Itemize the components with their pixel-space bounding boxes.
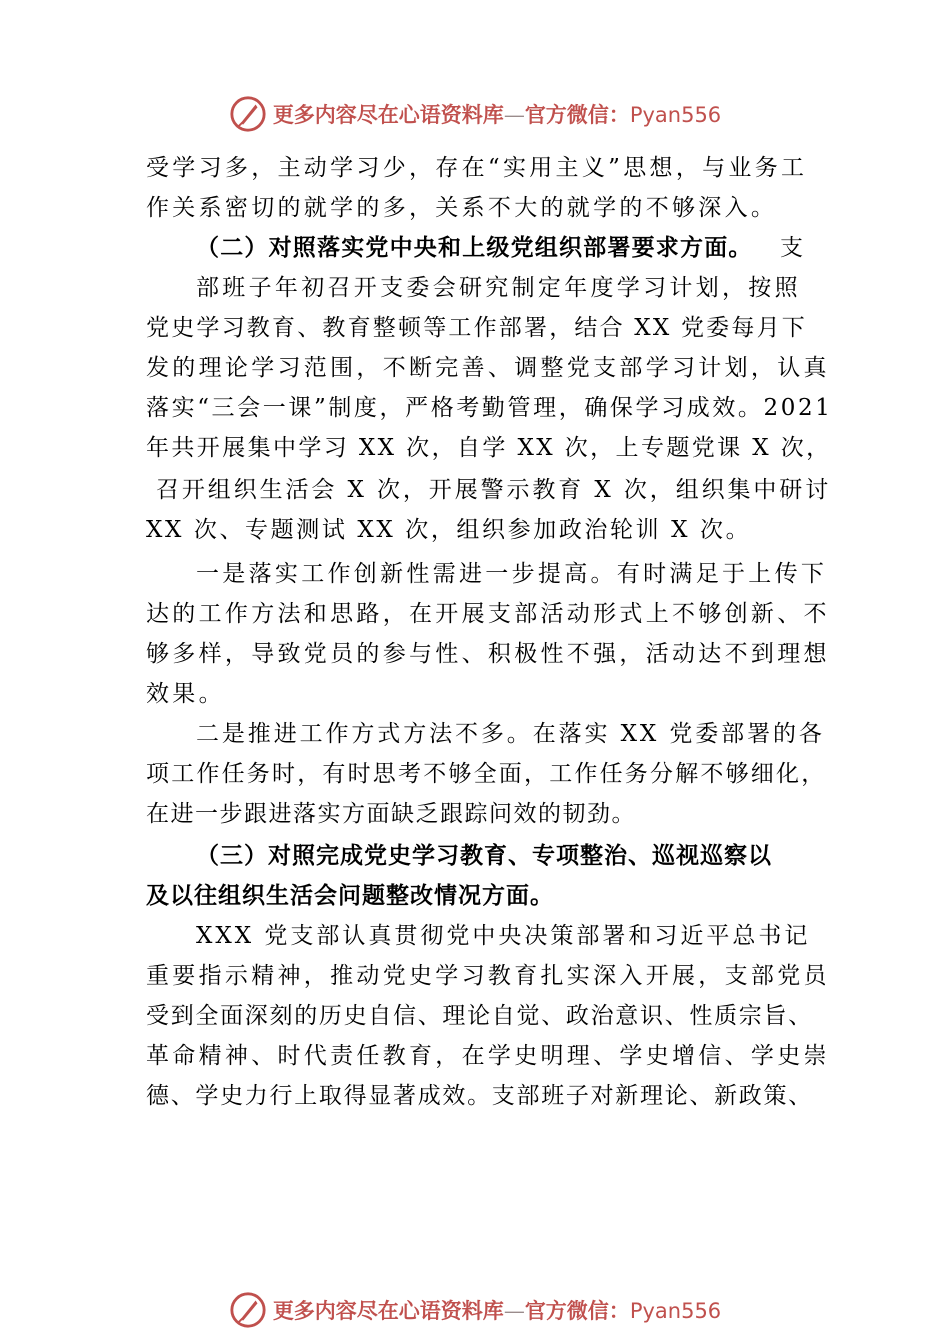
text-line: 受学习多，主动学习少，存在“实用主义”思想，与业务工 [146,155,808,181]
text-line: XXX 党支部认真贯彻党中央决策部署和习近平总书记 [196,923,811,949]
text-line: 发的理论学习范围，不断完善、调整党支部学习计划，认真 [146,355,830,381]
footer-banner [0,1290,950,1330]
text-line: 够多样，导致党员的参与性、积极性不强，活动达不到理想 [146,641,830,667]
text-line: 作关系密切的就学的多，关系不大的就学的不够深入。 [146,195,778,221]
section-heading: （二）对照落实党中央和上级党组织部署要求方面。 [196,234,753,261]
text-line: 革命精神、时代责任教育，在学史明理、学史增信、学史崇 [146,1043,830,1069]
text-line: 在进一步跟进落实方面缺乏跟踪问效的韧劲。 [146,801,636,827]
text-line: 受到全面深刻的历史自信、理论自觉、政治意识、性质宗旨、 [146,1003,813,1029]
text-line: 部班子年初召开支委会研究制定年度学习计划，按照 [196,275,801,301]
text-line: 重要指示精神，推动党史学习教育扎实深入开展，支部党员 [146,963,830,989]
text-line: 项工作任务时，有时思考不够全面，工作任务分解不够细化， [146,761,827,787]
text-line: 落实“三会一课”制度，严格考勤管理，确保学习成效。2021 [146,395,833,421]
text-line: 年共开展集中学习 XX 次，自学 XX 次，上专题党课 X 次， [146,435,832,461]
section-heading: 及以往组织生活会问题整改情况方面。 [146,882,554,909]
text-line: 召开组织生活会 X 次，开展警示教育 X 次，组织集中研讨 [156,477,832,503]
banner-text: 更多内容尽在心语资料库—官方微信：Pyan556 [272,102,722,127]
quill-logo-icon [229,95,267,133]
section-heading: （三）对照完成党史学习教育、专项整治、巡视巡察以 [196,842,772,869]
text-line: 二是推进工作方式方法不多。在落实 XX 党委部署的各 [196,721,825,747]
text-line: 效果。 [146,681,225,707]
quill-logo-icon [229,1291,267,1329]
text-line: 支 [780,235,803,261]
text-line: 达的工作方法和思路，在开展支部活动形式上不够创新、不 [146,601,830,627]
banner-text: 更多内容尽在心语资料库—官方微信：Pyan556 [272,1298,722,1323]
header-banner [0,94,950,134]
text-line: 党史学习教育、教育整顿等工作部署，结合 XX 党委每月下 [146,315,807,341]
text-line: 一是落实工作创新性需进一步提高。有时满足于上传下 [196,561,828,587]
text-line: XX 次、专题测试 XX 次，组织参加政治轮训 X 次。 [146,517,752,543]
text-line: 德、学史力行上取得显著成效。支部班子对新理论、新政策、 [146,1083,813,1109]
